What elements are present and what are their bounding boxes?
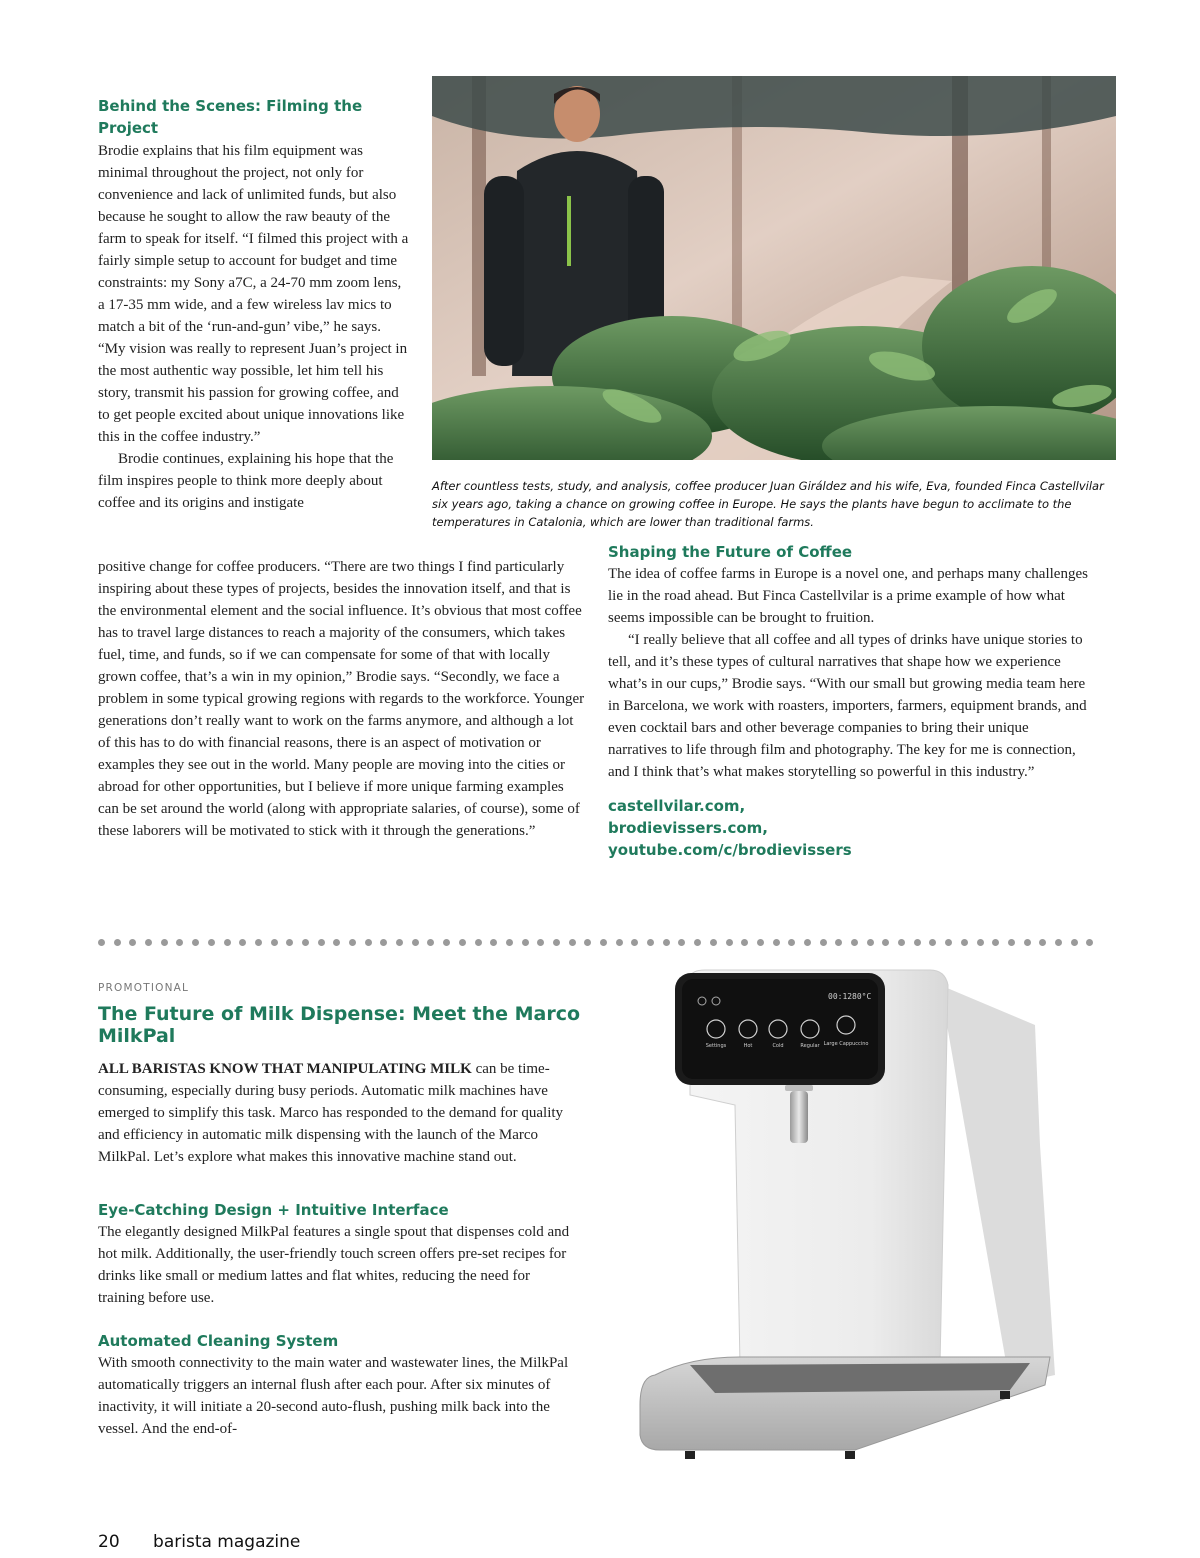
divider-dot xyxy=(977,939,984,946)
divider-dot xyxy=(537,939,544,946)
divider-dot xyxy=(318,939,325,946)
divider-dot xyxy=(475,939,482,946)
milkpal-product-image xyxy=(630,965,1070,1460)
divider-dot xyxy=(741,939,748,946)
divider-dot xyxy=(161,939,168,946)
divider-dot xyxy=(867,939,874,946)
promo-label: PROMOTIONAL xyxy=(98,982,190,994)
divider-dot xyxy=(992,939,999,946)
screen-temp: 80°C xyxy=(852,992,872,1001)
divider-dot xyxy=(584,939,591,946)
divider-dot xyxy=(129,939,136,946)
intro-rest: can be time-consuming, especially during busy periods. Automatic milk machines have emerged to simplify this task. Marco has responded to the demand for quality and efficiency in automatic milk dispensing with the launch of the Marco MilkPal. Let’s explore what makes this innovative machine stand out. xyxy=(98,1061,564,1165)
screen-button-4[interactable]: Large Cappuccino xyxy=(823,1041,869,1047)
divider-dot xyxy=(1039,939,1046,946)
section-heading-future: Shaping the Future of Coffee xyxy=(608,543,853,561)
milkpal-machine-illustration xyxy=(630,965,1070,1460)
divider-dot xyxy=(961,939,968,946)
divider-dot xyxy=(929,939,936,946)
divider-dot xyxy=(835,939,842,946)
divider-dot xyxy=(647,939,654,946)
design-heading: Eye-Catching Design + Intuitive Interface xyxy=(98,1201,449,1219)
divider-dot xyxy=(945,939,952,946)
photo-caption: After countless tests, study, and analysis, coffee producer Juan Giráldez and his wife, Eva, founded Finca Castellvilar six years ago, taking a chance on growing coffee in Europe. He says the plants have begun to acclimate to the temperatures in Catalonia, which are lower than traditional farms. xyxy=(432,479,1104,529)
divider-dot xyxy=(678,939,685,946)
divider-dot xyxy=(271,939,278,946)
divider-dot xyxy=(914,939,921,946)
divider-dot xyxy=(286,939,293,946)
cleaning-heading: Automated Cleaning System xyxy=(98,1332,339,1350)
divider-dot xyxy=(208,939,215,946)
screen-time: 00:12 xyxy=(828,992,853,1001)
divider-dot xyxy=(726,939,733,946)
divider-dot xyxy=(255,939,262,946)
section-heading-filming: Behind the Scenes: Filming the Project xyxy=(98,97,363,137)
source-links[interactable]: castellvilar.com, brodievissers.com, youtube.com/c/brodievissers xyxy=(608,797,852,859)
divider-dot xyxy=(412,939,419,946)
publication-name: barista magazine xyxy=(153,1532,301,1552)
divider-dot xyxy=(239,939,246,946)
screen-button-1[interactable]: Hot xyxy=(743,1043,753,1049)
cleaning-paragraph: With smooth connectivity to the main water and wastewater lines, the MilkPal automatically triggers an internal flush after each pour. After six minutes of inactivity, it will initiate a 20-second auto-flush, pushing milk back into the vessel. And the end-of- xyxy=(98,1355,569,1437)
divider-dot xyxy=(882,939,889,946)
divider-dot xyxy=(694,939,701,946)
divider-dot xyxy=(773,939,780,946)
divider-dot xyxy=(663,939,670,946)
divider-dot xyxy=(380,939,387,946)
lead-caps: ALL BARISTAS KNOW THAT MANIPULATING MILK xyxy=(98,1061,472,1077)
divider-dot xyxy=(710,939,717,946)
divider-dot xyxy=(1055,939,1062,946)
farm-photo xyxy=(432,76,1116,460)
divider-dot xyxy=(851,939,858,946)
divider-dot xyxy=(427,939,434,946)
coffee-farm-illustration xyxy=(432,76,1116,460)
divider-dot xyxy=(114,939,121,946)
future-paragraph-1: The idea of coffee farms in Europe is a novel one, and perhaps many challenges lie in the road ahead. But Finca Castellvilar is a prime example of how what seems impossible can be brought to fruition. xyxy=(608,566,1088,626)
promo-title: The Future of Milk Dispense: Meet the Marco MilkPal xyxy=(98,1003,581,1047)
divider-dot xyxy=(757,939,764,946)
milk-spout xyxy=(790,1091,808,1143)
divider-dot xyxy=(302,939,309,946)
divider-dot xyxy=(522,939,529,946)
divider-dot xyxy=(898,939,905,946)
divider-dot xyxy=(1071,939,1078,946)
divider-dot xyxy=(788,939,795,946)
page-number: 20 xyxy=(98,1532,120,1552)
screen-button-3[interactable]: Regular xyxy=(800,1043,820,1049)
inspiration-paragraph: positive change for coffee producers. “There are two things I find particularly inspiring about these types of projects, besides the innovation itself, and that is the environmental element and the social influence. It’s obvious that most coffee has to travel large distances to reach a majority of the consumers, which takes fuel, time, and funds, so if we can compensate for some of that with locally grown coffee, that’s a win in my opinion,” Brodie says. “Secondly, we face a problem in some typical growing regions with regards to the workforce. Younger generations don’t really want to work on the farms anymore, and although a lot of this has to do with financial reasons, there is an aspect of motivation or examples they see out in the world. Many people are moving into the cities or abroad for other opportunities, but I believe if more unique farming examples can be set around the world (along with appropriate salaries, of course), some of these laborers will be motivated to stick with it through the generations.” xyxy=(98,559,585,839)
promo-intro xyxy=(98,1058,578,1168)
promo-column xyxy=(98,1058,578,1440)
divider-dot xyxy=(192,939,199,946)
divider-dot xyxy=(176,939,183,946)
divider-dot xyxy=(553,939,560,946)
divider-dot xyxy=(1086,939,1093,946)
brodie-continues-paragraph: Brodie continues, explaining his hope that the film inspires people to think more deeply about coffee and its origins and instigate xyxy=(98,451,394,511)
divider-dot xyxy=(600,939,607,946)
divider-dot xyxy=(365,939,372,946)
divider-dot xyxy=(1008,939,1015,946)
divider-dot xyxy=(569,939,576,946)
screen-button-2[interactable]: Cold xyxy=(772,1043,784,1049)
future-paragraph-2: “I really believe that all coffee and all types of drinks have unique stories to tell, and it’s these types of cultural narratives that shape how we experience what’s in our cups,” Brodie says. “With our small but growing media team here in Barcelona, we work with roasters, importers, farmers, equipment brands, and even cocktail bars and other beverage companies to bring their unique narratives to life through film and photography. The key for me is connection, and I think that’s what makes storytelling so powerful in this industry.” xyxy=(608,632,1087,780)
divider-dot xyxy=(459,939,466,946)
divider-dot xyxy=(98,939,105,946)
screen-button-0[interactable]: Settings xyxy=(705,1043,727,1049)
divider-dot xyxy=(333,939,340,946)
section1-narrow-column xyxy=(98,140,410,514)
section2-column xyxy=(608,541,1088,861)
filming-paragraph: Brodie explains that his film equipment was minimal throughout the project, not only for convenience and lack of unlimited funds, but also because he sought to allow the raw beauty of the farm to speak for itself. “I filmed this project with a fairly simple setup to account for budget and time constraints: my Sony a7C, a 24-70 mm zoom lens, a 17-35 mm wide, and a few wireless lav mics to match a bit of the ‘run-and-gun’ vibe,” he says. “My vision was really to represent Juan’s project in the most authentic way possible, let him tell his story, transmit his passion for growing coffee, and to get people excited about unique innovations like this in the coffee industry.” xyxy=(98,143,409,445)
divider-dot xyxy=(224,939,231,946)
design-paragraph: The elegantly designed MilkPal features a single spout that dispenses cold and hot milk. Additionally, the user-friendly touch screen offers pre-set recipes for drinks like small or medium lattes and flat whites, reducing the need for training before use. xyxy=(98,1224,570,1306)
divider-dot xyxy=(506,939,513,946)
divider-dot xyxy=(1024,939,1031,946)
divider-dot xyxy=(443,939,450,946)
divider-dot xyxy=(396,939,403,946)
divider-dot xyxy=(804,939,811,946)
divider-dot xyxy=(490,939,497,946)
divider-dot xyxy=(820,939,827,946)
dotted-divider xyxy=(98,938,1094,946)
divider-dot xyxy=(145,939,152,946)
divider-dot xyxy=(349,939,356,946)
divider-dot xyxy=(616,939,623,946)
page-footer xyxy=(98,1532,300,1552)
drip-grate xyxy=(690,1363,1030,1393)
divider-dot xyxy=(631,939,638,946)
